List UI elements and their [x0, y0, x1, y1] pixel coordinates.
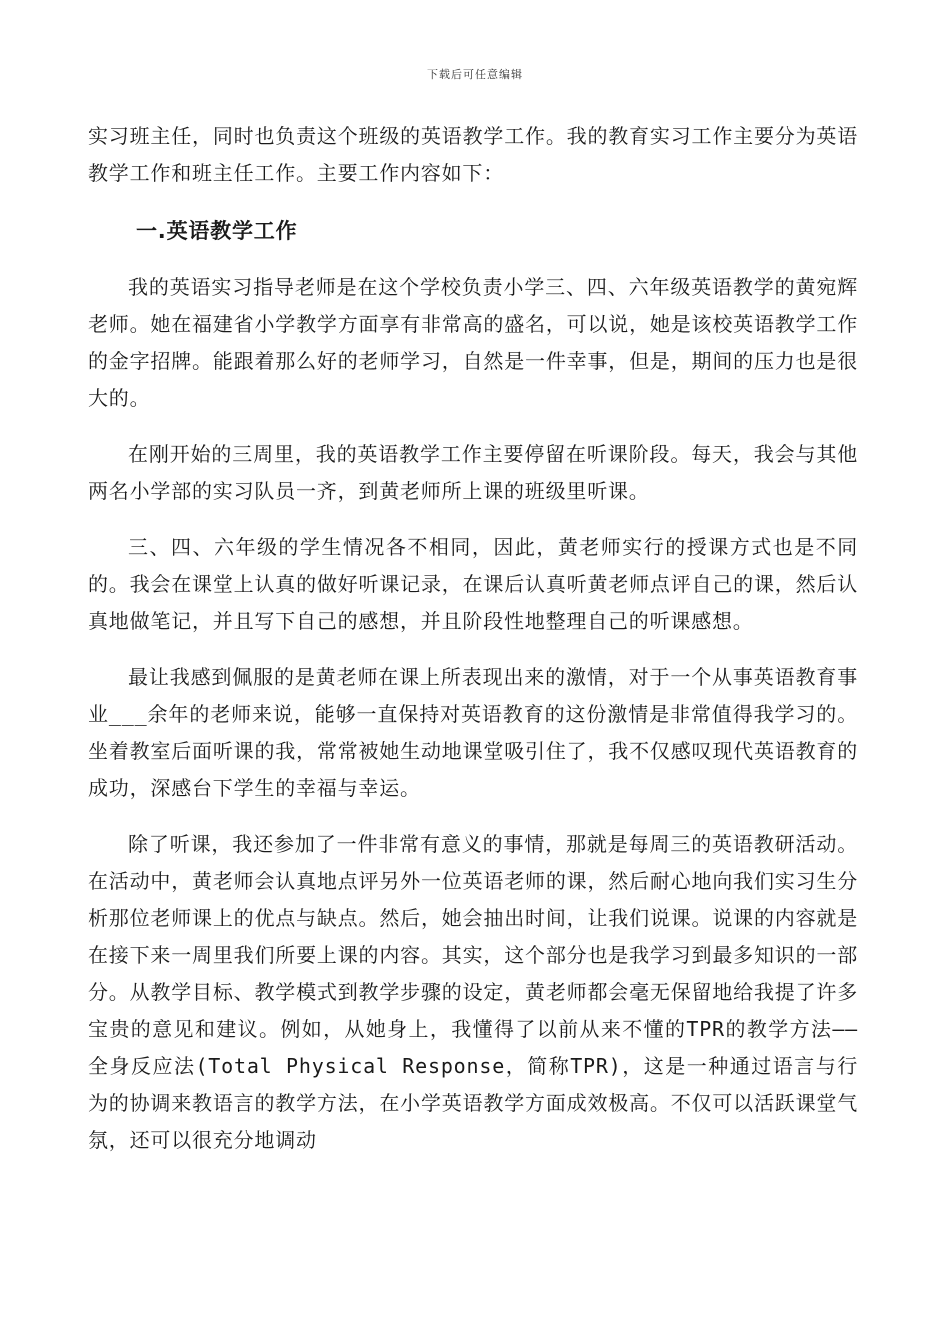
paragraph-5: 除了听课，我还参加了一件非常有意义的事情，那就是每周三的英语教研活动。在活动中，黄老师会认真地点评另外一位英语老师的课，然后耐心地向我们实习生分析那位老师课上的优点与缺点。然后，她会抽出时间，让我们说课。说课的内容就是在接下来一周里我们所要上课的内容。其实，这个部分也是我学习到最多知识的一部分。从教学目标、教学模式到教学步骤的设定，黄老师都会毫无保留地给我提了许多宝贵的意见和建议。例如，从她身上，我懂得了以前从来不懂的TPR的教学方法——全身反应法(Total Physical Response，简称TPR)，这是一种通过语言与行为的协调来教语言的教学方法，在小学英语教学方面成效极高。不仅可以活跃课堂气氛，还可以很充分地调动: [88, 832, 858, 1152]
paragraph-3: 三、四、六年级的学生情况各不相同，因此，黄老师实行的授课方式也是不同的。我会在课堂上认真的做好听课记录，在课后认真听黄老师点评自己的课，然后认真地做笔记，并且写下自己的感想，并且阶段性地整理自己的听课感想。: [88, 535, 858, 633]
document-body: [88, 118, 858, 1159]
paragraph-4: 最让我感到佩服的是黄老师在课上所表现出来的激情，对于一个从事英语教育事业___余年的老师来说，能够一直保持对英语教育的这份激情是非常值得我学习的。坐着教室后面听课的我，常常被她生动地课堂吸引住了，我不仅感叹现代英语教育的成功，深感台下学生的幸福与幸运。: [88, 665, 858, 800]
section-heading: 一.英语教学工作: [136, 219, 298, 243]
paragraph-2: 在刚开始的三周里，我的英语教学工作主要停留在听课阶段。每天，我会与其他两名小学部的实习队员一齐，到黄老师所上课的班级里听课。: [88, 442, 858, 503]
paragraph-1: 我的英语实习指导老师是在这个学校负责小学三、四、六年级英语教学的黄宛辉老师。她在福建省小学教学方面享有非常高的盛名，可以说，她是该校英语教学工作的金字招牌。能跟着那么好的老师学习，自然是一件幸事，但是，期间的压力也是很大的。: [88, 275, 858, 410]
header-note: 下载后可任意编辑: [427, 68, 523, 81]
intro-paragraph: 实习班主任，同时也负责这个班级的英语教学工作。我的教育实习工作主要分为英语教学工作和班主任工作。主要工作内容如下：: [88, 124, 858, 185]
